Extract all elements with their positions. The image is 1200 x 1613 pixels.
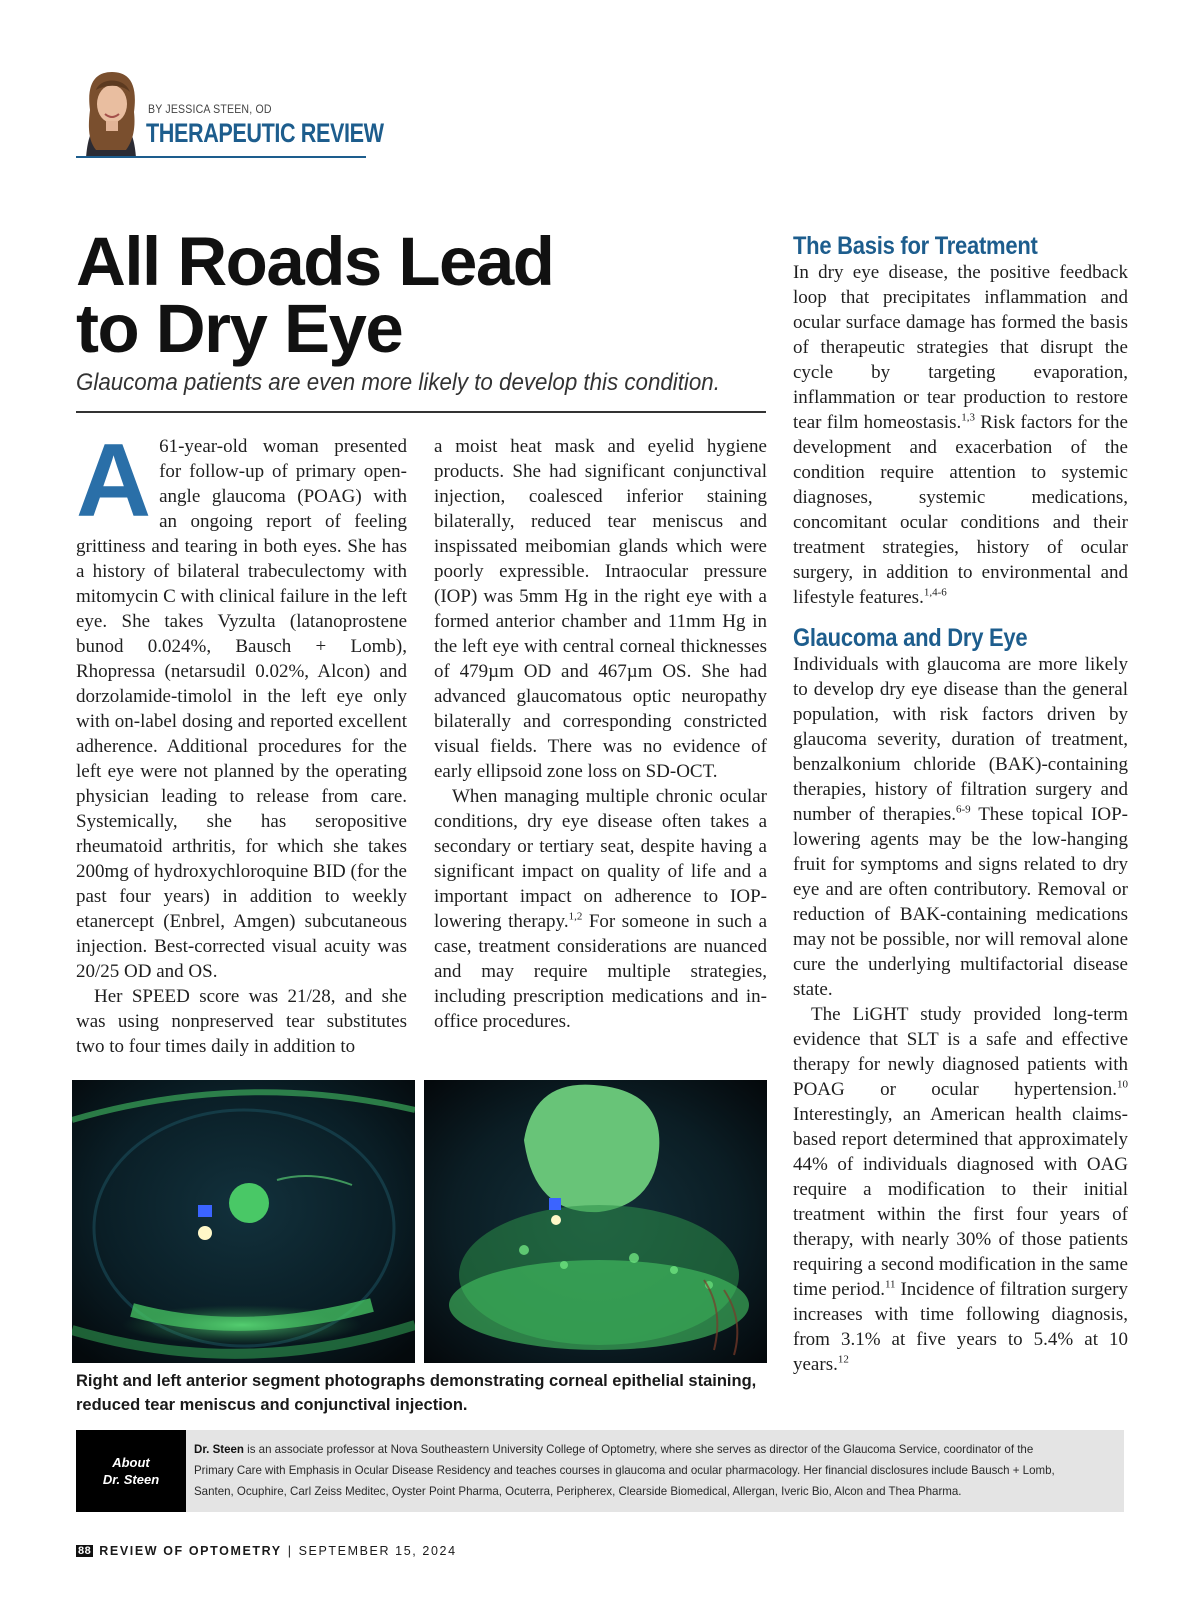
author-photo — [76, 70, 146, 158]
about-bio-text: is an associate professor at Nova Southeastern University College of Optometry, where she serves as director of the Glaucoma Service, coordinator of the Primary Care with Emphasis in Ocular Disease Residency and teaches courses in glaucoma and ocular pharmacology. Her financial disclosures include Bausch + Lomb, Santen, Ocuphire, Carl Zeiss Meditec, Oyster Point Pharma, Ocuterra, Peripherex, Clearside Biomedical, Allergan, Iveric Bio, Alcon and Thea Pharma. — [194, 1442, 1055, 1498]
column-1 — [76, 423, 407, 1059]
paragraph-text: The LiGHT study provided long-term evidence that SLT is a safe and effective therapy for newly diagnosed patients with POAG or ocular hypertension. — [793, 1004, 1128, 1100]
page-footer — [76, 1544, 457, 1558]
article-subtitle: Glaucoma patients are even more likely to develop this condition. — [76, 369, 720, 396]
reference-marker: 1,3 — [961, 411, 976, 424]
body-paragraph — [434, 784, 767, 1034]
reference-marker: 10 — [1117, 1078, 1128, 1091]
left-eye-photo — [424, 1080, 767, 1363]
paragraph-text: Interestingly, an American health claims-based report determined that approximately 44% of individuals diagnosed with OAG require a modification to their initial treatment within the first four years of therapy, with nearly 30% of those patients requiring a second modification in the same time period. — [793, 1104, 1128, 1300]
byline-rule — [76, 156, 366, 158]
section-label: THERAPEUTIC REVIEW — [146, 118, 384, 148]
about-label-line-1: About — [112, 1455, 150, 1470]
byline — [76, 70, 384, 160]
column-2 — [434, 434, 767, 1034]
body-paragraph: Her SPEED score was 21/28, and she was using nonpreserved tear substitutes two to four times daily in addition to — [76, 986, 407, 1057]
paragraph-text: Individuals with glaucoma are more likely to develop dry eye disease than the general population, with risk factors driven by glaucoma severity, duration of treatment, benzalkonium chloride (BAK)-containing therapies, history of filtration surgery and number of therapies. — [793, 654, 1128, 825]
reference-marker: 11 — [884, 1278, 896, 1291]
title-line-2: to Dry Eye — [76, 290, 403, 367]
body-paragraph: a moist heat mask and eyelid hygiene products. She had significant conjunctival injection, coalesced inferior staining bilaterally, reduced tear meniscus and inspissated meibomian glands which were poorly expressible. Intraocular pressure (IOP) was 5mm Hg in the right eye with a formed anterior chamber and 11mm Hg in the left eye with central corneal thicknesses of 479µm OD and 467µm OS. She had advanced glaucomatous optic neuropathy bilaterally and corresponding constricted visual fields. There was no evidence of early ellipsoid zone loss on SD-OCT. — [434, 436, 767, 782]
paragraph-text: For someone in such a case, treatment considerations are nuanced and may require multiple strategies, including prescription medications and in-office procedures. — [434, 911, 767, 1032]
paragraph-text: These topical IOP-lowering agents may be the low-hanging fruit for symptoms and signs related to dry eye and are often contributory. Removal or reduction of BAK-containing medications may not be possible, nor will removal alone cure the underlying multifactorial disease state. — [793, 804, 1128, 1000]
body-paragraph — [793, 260, 1128, 610]
paragraph-text: In dry eye disease, the positive feedback loop that precipitates inflammation and ocular surface damage has formed the basis of therapeutic strategies that disrupt the cycle by targeting evaporation, inflammation or tear production to restore tear film homeostasis. — [793, 262, 1128, 433]
footer-separator: | — [287, 1544, 293, 1558]
right-eye-photo — [72, 1080, 415, 1363]
about-label-line-2: Dr. Steen — [102, 1472, 160, 1487]
heading-basis-for-treatment: The Basis for Treatment — [793, 232, 1038, 260]
title-line-1: All Roads Lead — [76, 223, 554, 300]
figure-caption: Right and left anterior segment photographs demonstrating corneal epithelial staining, reduced tear meniscus and conjunctival injection. — [76, 1372, 757, 1414]
publication-name: REVIEW OF OPTOMETRY — [99, 1544, 282, 1558]
paragraph-text: 61-year-old woman presented for follow-up of primary open-angle glaucoma (POAG) with an ongoing report of feeling grittiness and tearing in both eyes. She has a history of bilateral trabeculectomy with mitomycin C with clinical failure in the left eye. She takes Vyzulta (latanoprostene bunod 0.024%, Bausch + Lomb), Rhopressa (netarsudil 0.02%, Alcon) and dorzolamide-timolol in the left eye only with on-label dosing and reported excellent adherence. Additional procedures for the left eye were not planned by the operating physician leading to release from care. Systemically, she has seropositive rheumatoid arthritis, for which she takes 200mg of hydroxychloroquine BID (for the past four years) in addition to weekly etanercept (Enbrel, Amgen) subcutaneous injection. Best-corrected visual acuity was 20/25 OD and OS. — [76, 436, 407, 982]
reference-marker: 12 — [837, 1353, 849, 1366]
drop-cap: A — [76, 423, 152, 539]
paragraph-text: Risk factors for the development and exacerbation of the condition require attention to systemic diagnoses, systemic medications, concomitant ocular conditions and their treatment strategies, history of ocular surgery, in addition to environmental and lifestyle features. — [793, 412, 1128, 608]
page-number: 88 — [78, 1545, 92, 1557]
reference-marker: 1,2 — [568, 910, 583, 923]
about-author-box — [76, 1430, 1124, 1512]
body-paragraph — [76, 423, 407, 984]
reference-marker: 6-9 — [955, 803, 971, 816]
heading-glaucoma-and-dry-eye: Glaucoma and Dry Eye — [793, 624, 1028, 652]
title-rule — [76, 411, 766, 413]
body-paragraph — [793, 1002, 1128, 1377]
article-title — [76, 223, 554, 367]
issue-date: SEPTEMBER 15, 2024 — [298, 1544, 457, 1558]
about-label — [76, 1430, 186, 1512]
reference-marker: 1,4-6 — [923, 586, 947, 599]
paragraph-text: When managing multiple chronic ocular conditions, dry eye disease often takes a secondary or tertiary seat, despite having a significant impact on quality of life and a important impact on adherence to IOP-lowering therapy. — [434, 786, 767, 932]
about-name: Dr. Steen — [194, 1442, 244, 1456]
paragraph-text: Incidence of filtration surgery increases with time following diagnosis, from 3.1% at five years to 5.4% at 10 years. — [793, 1279, 1128, 1375]
about-bio — [194, 1439, 1075, 1502]
body-paragraph — [793, 652, 1128, 1002]
column-3 — [793, 232, 1128, 1377]
author-byline: BY JESSICA STEEN, OD — [148, 102, 272, 116]
